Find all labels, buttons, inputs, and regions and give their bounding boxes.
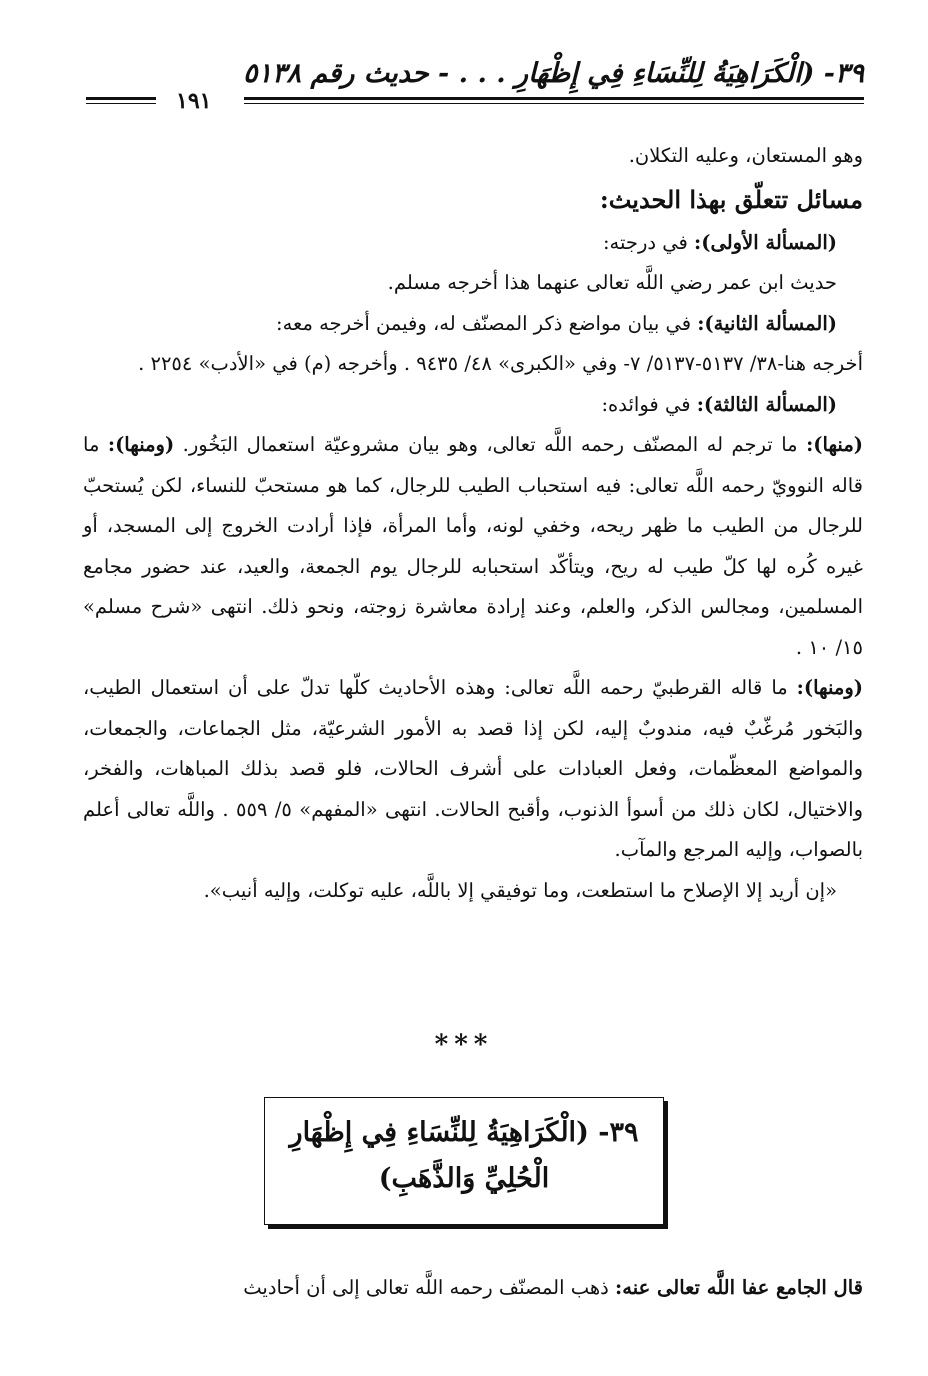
issue-one-title: في درجته: [602,230,695,254]
chapter-title-line-1: ٣٩- (الْكَرَاهِيَةُ لِلنِّسَاءِ فِي إِظْهَارِ [289,1117,639,1148]
final-paragraph [83,1268,863,1308]
issue-three [83,385,863,426]
issue-three-label: (المسألة الثالثة): [696,392,837,416]
page-number: ١٩١ [176,88,212,114]
issue-two-title: في بيان مواضع ذكر المصنّف له، وفيمن أخرجه معه: [276,311,698,335]
issue-two-label: (المسألة الثانية): [697,311,837,335]
section-heading: مسائل تتعلّق بهذا الحديث: [599,184,863,214]
benefit-one-label: (منها): [806,433,863,456]
benefit-three-label: (ومنها): [796,676,863,699]
issue-three-title: في فوائده: [601,392,697,416]
issue-two-text: أخرجه هنا-٣٨/ ٥١٣٧-٥١٣٧/ ٧- وفي «الكبرى» ٤٨/ ٩٤٣٥ . وأخرجه (م) في «الأدب» ٢٢٥٤ . [138,352,863,375]
issue-two [83,304,863,345]
issue-one [83,223,863,264]
header-rule [244,97,864,104]
issue-one-label: (المسألة الأولى): [694,230,837,254]
benefit-two-label: (ومنها): [107,433,175,456]
final-text: ذهب المصنّف رحمه اللَّه تعالى إلى أن أحاديث [243,1276,616,1299]
chapter-title-box [264,1097,664,1225]
closing-quote: «إن أريد إلا الإصلاح ما استطعت، وما توفيقي إلا باللَّه، عليه توكلت، وإليه أنيب». [203,878,837,902]
benefit-two-text: ما قاله النوويّ رحمه اللَّه تعالى: فيه استحباب الطيب للرجال، كما هو مستحبّ للنساء، لكن يُستحبّ للرجال من الطيب ما ظهر ريحه، وخفي لونه، وأما المرأة، فإذا أرادت الخروج إلى المسجد، أو غيره كُره لها كلّ طيب له ريح، ويتأكّد استحبابه للرجال يوم الجمعة، والعيد، عند حضور مجامع المسلمين، ومجالس الذكر، والعلم، وعند إرادة معاشرة زوجته، ونحو ذلك. انتهى «شرح مسلم» ١٥/ ١٠ . [83,433,863,659]
section-separator: *** [434,1030,494,1060]
page-header [86,58,864,114]
benefit-three-paragraph [83,668,863,871]
final-label: قال الجامع عفا اللَّه تعالى عنه: [615,1276,863,1299]
header-rule-short [86,97,156,104]
benefit-three-text: ما قاله القرطبيّ رحمه اللَّه تعالى: وهذه الأحاديث كلّها تدلّ على أن استعمال الطيب، والبَخور مُرغّبٌ فيه، مندوبٌ إليه، لكن إذا قصد به الأمور الشرعيّة، مثل الجماعات، والجمعات، والمواضع المعظّمات، وفعل العبادات على أشرف الحالات، فلو قصد بذلك المباهات، والفخر، والاختيال، لكان ذلك من أسوأ الذنوب، وأقبح الحالات. انتهى «المفهم» ٥/ ٥٥٩ . واللَّه تعالى أعلم بالصواب، وإليه المرجع والمآب. [83,676,863,861]
main-text [83,136,863,911]
benefit-one-text: ما ترجم له المصنّف رحمه اللَّه تعالى، وهو بيان مشروعيّة استعمال البَخُور. [174,433,807,456]
chapter-title-line-2: الْحُلِيِّ وَالذَّهَبِ) [378,1163,550,1194]
benefits-paragraph [83,425,863,668]
opening-line: وهو المستعان، وعليه التكلان. [628,144,863,167]
issue-one-text: حديث ابن عمر رضي اللَّه تعالى عنهما هذا أخرجه مسلم. [387,271,837,294]
running-title: ٣٩- (الْكَرَاهِيَةُ لِلنِّسَاءِ فِي إِظْهَارِ . . . - حديث رقم ٥١٣٨ [243,58,864,89]
